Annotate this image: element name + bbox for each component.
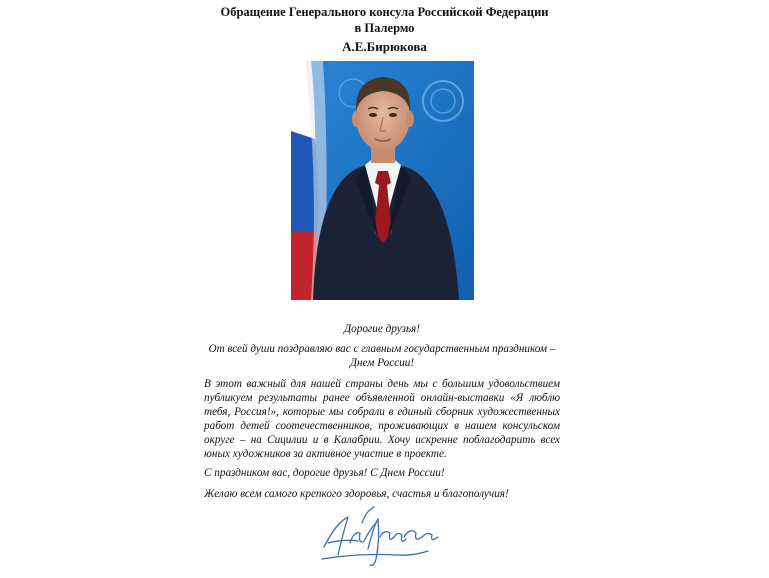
wishes-paragraph: Желаю всем самого крепкого здоровья, счастья и благополучия!: [204, 488, 509, 500]
main-paragraph: В этот важный для нашей страны день мы с большим удовольствием публикуем результаты ранее объявленной онлайн-выставки «Я люблю тебя, Россия!», которые мы собрали в единый сборник художественных работ детей соотечественников, проживающих в нашем консульском округе – на Сицилии и в Калабрии. Хочу искренне поблагодарить всех юных художников за активное участие в проекте.: [204, 378, 560, 460]
consul-name: А.Е.Бирюкова: [342, 39, 427, 54]
letter-title-line1: Обращение Генерального консула Российской Федерации: [220, 5, 549, 19]
consul-portrait-photo: [291, 61, 474, 300]
congratulation-paragraph: От всей души поздравляю вас с главным государственным праздником – Днем России!: [208, 343, 556, 369]
handwritten-signature: [318, 503, 448, 573]
portrait-image: [291, 61, 474, 300]
letter-title-line2: в Палермо: [354, 21, 415, 35]
holiday-greeting: С праздником вас, дорогие друзья! С Днем России!: [204, 467, 445, 479]
signature-image: [318, 503, 448, 573]
greeting: Дорогие друзья!: [344, 323, 420, 335]
